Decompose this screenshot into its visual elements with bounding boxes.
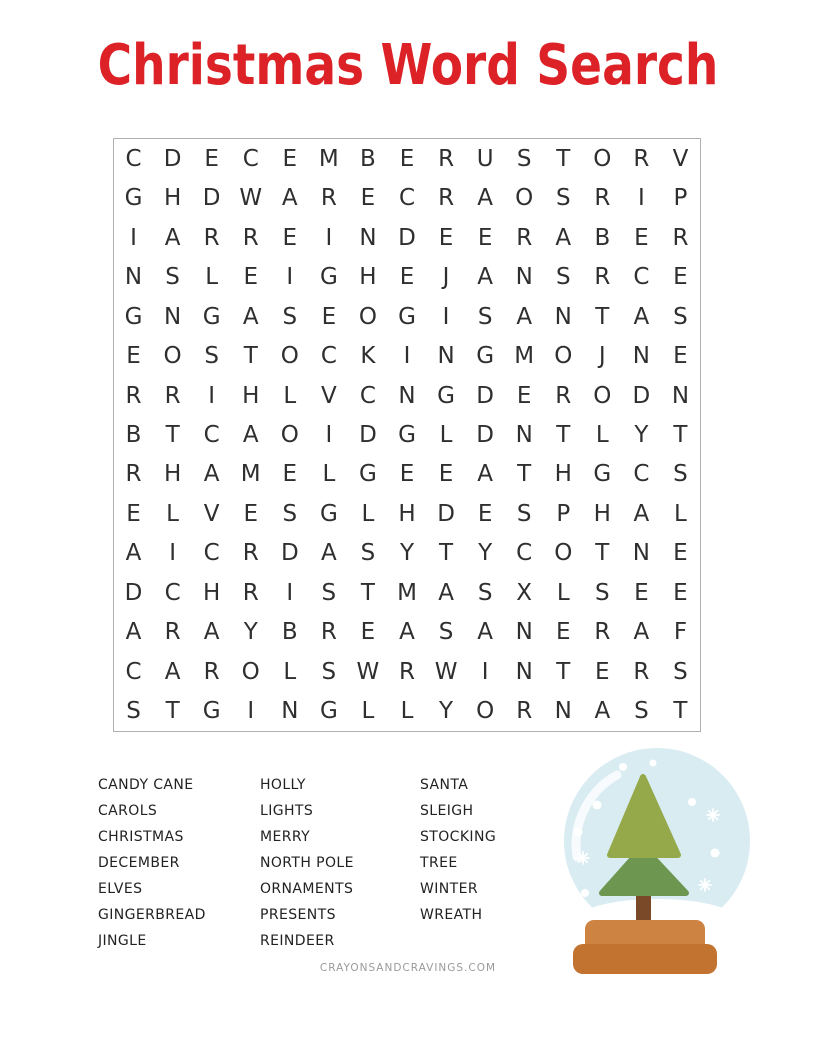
grid-letter: A (164, 224, 181, 251)
grid-letter: A (477, 461, 493, 488)
grid-letter: T (673, 421, 688, 448)
grid-letter: B (125, 421, 142, 448)
grid-letter: L (361, 500, 375, 527)
grid-letter: S (673, 658, 688, 685)
grid-letter: R (672, 224, 689, 251)
word-item: REINDEER (260, 933, 335, 949)
grid-letter: E (360, 619, 376, 646)
grid-letter: A (594, 698, 611, 725)
word-item: WREATH (420, 907, 483, 923)
grid-letter: E (477, 500, 493, 527)
grid-letter: E (360, 185, 376, 212)
grid-letter: L (400, 698, 414, 725)
grid-letter: C (516, 540, 533, 567)
grid-letter: D (163, 145, 182, 172)
grid-letter: R (516, 698, 533, 725)
grid-letter: R (320, 619, 337, 646)
word-item: HOLLY (260, 777, 306, 793)
grid-letter: H (203, 579, 221, 606)
grid-letter: A (555, 224, 572, 251)
grid-letter: T (165, 421, 180, 448)
grid-letter: S (516, 500, 532, 527)
grid-letter: Y (634, 421, 649, 448)
word-list-column (98, 772, 206, 954)
grid-letter: A (516, 303, 533, 330)
grid-letter: W (356, 658, 380, 685)
grid-letter: E (477, 224, 493, 251)
word-item: TREE (420, 855, 458, 871)
grid-letter: A (203, 619, 220, 646)
word-item: WINTER (420, 881, 478, 897)
grid-letter: A (320, 540, 337, 567)
grid-letter: S (516, 145, 532, 172)
grid-letter: A (125, 619, 142, 646)
grid-letter: O (593, 382, 612, 409)
grid-letter: N (163, 303, 182, 330)
grid-letter: S (555, 185, 571, 212)
grid-letter: A (633, 500, 650, 527)
grid-letter: X (516, 579, 533, 606)
grid-letter: E (204, 145, 219, 172)
grid-letter: R (633, 145, 650, 172)
grid-letter: O (358, 303, 377, 330)
grid-letter: S (673, 303, 688, 330)
grid-letter: G (202, 698, 221, 725)
grid-letter: O (241, 658, 260, 685)
grid-letter: E (673, 343, 688, 370)
grid-letter: V (203, 500, 220, 527)
grid-letter: E (399, 461, 415, 488)
grid-letter: L (283, 658, 297, 685)
grid-letter: L (283, 382, 297, 409)
grid-letter: P (673, 185, 688, 212)
grid-letter: I (286, 264, 294, 291)
word-item: LIGHTS (260, 803, 314, 819)
grid-letter: J (598, 343, 606, 370)
grid-letter: Y (478, 540, 493, 567)
grid-letter: I (637, 185, 645, 212)
grid-letter: T (517, 461, 532, 488)
grid-letter: I (286, 579, 294, 606)
word-item: GINGERBREAD (98, 907, 206, 923)
page-title: Christmas Word Search (97, 33, 719, 98)
grid-letter: N (554, 303, 572, 330)
grid-letter: S (360, 540, 376, 567)
grid-letter: E (126, 500, 141, 527)
grid-letter: A (477, 619, 493, 646)
grid-letter: R (633, 658, 650, 685)
grid-letter: S (555, 264, 571, 291)
grid-letter: N (281, 698, 299, 725)
grid-letter: C (125, 145, 142, 172)
grid-letter: L (439, 421, 453, 448)
grid-letter: E (321, 303, 337, 330)
grid-letter: D (359, 421, 377, 448)
footer-credit: CRAYONSANDCRAVINGS.COM (319, 962, 497, 974)
word-item: SLEIGH (420, 803, 474, 819)
grid-letter: G (124, 185, 143, 212)
grid-letter: G (202, 303, 221, 330)
grid-letter: G (398, 303, 416, 330)
grid-letter: R (242, 224, 259, 251)
grid-letter: N (671, 382, 690, 409)
grid-letter: V (320, 382, 337, 409)
grid-letter: Y (439, 698, 454, 725)
grid-letter: R (438, 185, 455, 212)
grid-letter: D (476, 382, 494, 409)
grid-letter: D (124, 579, 143, 606)
grid-letter: D (398, 224, 416, 251)
grid-letter: W (434, 658, 458, 685)
grid-letter: T (165, 698, 180, 725)
grid-letter: D (437, 500, 455, 527)
grid-letter: E (399, 264, 415, 291)
word-item: CHRISTMAS (98, 829, 184, 845)
grid-letter: I (442, 303, 450, 330)
grid-letter: A (242, 303, 259, 330)
grid-letter: E (399, 145, 415, 172)
grid-letter: E (673, 579, 688, 606)
grid-letter: G (124, 303, 143, 330)
grid-letter: C (398, 185, 416, 212)
grid-letter: N (554, 698, 572, 725)
grid-letter: R (594, 185, 611, 212)
word-list-column (260, 772, 354, 954)
grid-letter: G (398, 421, 416, 448)
grid-letter: G (593, 461, 612, 488)
grid-letter: R (242, 540, 259, 567)
grid-letter: S (634, 698, 649, 725)
grid-letter: S (673, 461, 688, 488)
grid-letter: S (321, 658, 337, 685)
grid-letter: A (281, 185, 298, 212)
grid-letter: C (164, 579, 181, 606)
grid-letter: A (125, 540, 142, 567)
word-item: ORNAMENTS (260, 881, 354, 897)
word-item: CANDY CANE (98, 777, 194, 793)
word-item: SANTA (420, 777, 469, 793)
grid-letter: S (204, 343, 219, 370)
grid-letter: R (164, 382, 181, 409)
grid-letter: H (359, 264, 377, 291)
grid-letter: G (476, 343, 495, 370)
grid-letter: R (320, 185, 337, 212)
grid-letter: E (634, 224, 649, 251)
grid-letter: A (164, 658, 181, 685)
grid-letter: P (556, 500, 571, 527)
grid-letter: T (595, 303, 610, 330)
grid-letter: N (437, 343, 455, 370)
grid-letter: C (320, 343, 337, 370)
grid-letter: K (360, 343, 376, 370)
grid-letter: D (280, 540, 299, 567)
word-list-column (420, 772, 496, 928)
grid-letter: A (203, 461, 220, 488)
word-item: PRESENTS (260, 907, 336, 923)
grid-letter: O (280, 343, 299, 370)
grid-letter: E (673, 540, 688, 567)
grid-letter: R (125, 382, 142, 409)
grid-letter: T (595, 540, 610, 567)
word-item: JINGLE (98, 933, 147, 949)
grid-letter: T (556, 145, 571, 172)
grid-letter: Y (399, 540, 415, 567)
grid-letter: C (359, 382, 376, 409)
word-item: NORTH POLE (260, 855, 354, 871)
grid-letter: R (594, 619, 611, 646)
grid-letter: E (673, 264, 688, 291)
grid-letter: W (239, 185, 263, 212)
grid-letter: E (555, 619, 571, 646)
grid-letter: I (481, 658, 489, 685)
grid-letter: O (554, 343, 573, 370)
word-search-grid (113, 138, 701, 732)
grid-letter: N (359, 224, 377, 251)
grid-letter: F (673, 619, 688, 646)
grid-letter: E (282, 224, 298, 251)
grid-letter: V (672, 145, 689, 172)
grid-letter: A (242, 421, 259, 448)
grid-letter: H (163, 185, 182, 212)
grid-letter: I (325, 421, 333, 448)
grid-letter: R (203, 658, 220, 685)
grid-letter: H (398, 500, 416, 527)
grid-letter: L (674, 500, 687, 527)
grid-letter: S (477, 303, 493, 330)
grid-letter: R (164, 619, 181, 646)
grid-letter: N (515, 619, 533, 646)
grid-letter: O (280, 421, 299, 448)
word-item: MERRY (260, 829, 311, 845)
grid-letter: B (281, 619, 298, 646)
grid-letter: T (673, 698, 688, 725)
grid-letter: D (202, 185, 221, 212)
grid-letter: H (554, 461, 572, 488)
grid-letter: O (163, 343, 182, 370)
grid-letter: M (397, 579, 417, 606)
grid-letter: O (593, 145, 612, 172)
grid-letter: L (322, 461, 336, 488)
grid-letter: S (126, 698, 141, 725)
grid-letter: R (516, 224, 533, 251)
grid-letter: L (205, 264, 219, 291)
grid-letter: S (282, 303, 298, 330)
grid-letter: H (163, 461, 182, 488)
grid-letter: H (242, 382, 260, 409)
grid-letter: R (594, 264, 611, 291)
grid-letter: I (169, 540, 176, 567)
grid-letter: S (321, 579, 337, 606)
word-item: STOCKING (420, 829, 497, 845)
grid-letter: R (242, 579, 259, 606)
grid-letter: A (633, 303, 650, 330)
grid-letter: C (125, 658, 142, 685)
grid-letter: N (632, 540, 650, 567)
grid-letter: M (318, 145, 339, 172)
grid-letter: C (242, 145, 259, 172)
word-item: ELVES (98, 881, 143, 897)
grid-letter: G (359, 461, 377, 488)
grid-letter: E (243, 264, 258, 291)
grid-letter: B (594, 224, 611, 251)
grid-letter: S (477, 579, 493, 606)
grid-letter: M (240, 461, 261, 488)
grid-letter: O (515, 185, 534, 212)
grid-letter: T (556, 658, 571, 685)
grid-letter: U (476, 145, 494, 172)
grid-letter: N (515, 421, 533, 448)
grid-letter: I (325, 224, 333, 251)
grid-letter: E (516, 382, 532, 409)
grid-letter: C (203, 540, 220, 567)
grid-letter: G (319, 500, 338, 527)
grid-letter: E (595, 658, 610, 685)
grid-letter: I (130, 224, 137, 251)
grid-letter: L (166, 500, 179, 527)
grid-letter: T (360, 579, 375, 606)
grid-letter: M (514, 343, 535, 370)
grid-letter: S (595, 579, 610, 606)
grid-letter: T (439, 540, 454, 567)
grid-letter: Y (243, 619, 258, 646)
grid-letter: H (593, 500, 611, 527)
grid-letter: L (595, 421, 609, 448)
grid-letter: G (319, 264, 338, 291)
grid-letter: N (124, 264, 143, 291)
word-item: CAROLS (98, 803, 158, 819)
grid-letter: O (554, 540, 573, 567)
grid-letter: I (403, 343, 411, 370)
grid-letter: G (319, 698, 338, 725)
grid-letter: S (165, 264, 180, 291)
grid-letter: T (556, 421, 571, 448)
grid-letter: S (438, 619, 454, 646)
grid-letter: N (515, 264, 533, 291)
grid-letter: R (399, 658, 415, 685)
snow-globe-illustration (545, 745, 775, 985)
grid-letter: R (203, 224, 220, 251)
grid-letter: I (208, 382, 216, 409)
grid-letter: C (633, 264, 650, 291)
grid-letter: E (282, 461, 298, 488)
grid-letter: R (125, 461, 142, 488)
grid-letter: I (247, 698, 255, 725)
grid-letter: A (477, 264, 493, 291)
grid-letter: A (633, 619, 650, 646)
grid-letter: L (556, 579, 570, 606)
grid-letter: C (203, 421, 220, 448)
grid-letter: E (282, 145, 298, 172)
grid-letter: A (438, 579, 454, 606)
grid-letter: N (515, 658, 533, 685)
grid-letter: L (361, 698, 375, 725)
grid-letter: T (243, 343, 258, 370)
grid-letter: O (476, 698, 495, 725)
grid-letter: N (398, 382, 416, 409)
grid-letter: E (438, 224, 454, 251)
grid-letter: D (476, 421, 494, 448)
grid-letter: S (282, 500, 298, 527)
grid-letter: C (633, 461, 650, 488)
grid-letter: A (477, 185, 493, 212)
grid-letter: J (442, 264, 450, 291)
grid-letter: A (399, 619, 415, 646)
grid-letter: R (555, 382, 572, 409)
grid-letter: N (632, 343, 650, 370)
word-item: DECEMBER (98, 855, 180, 871)
grid-letter: E (243, 500, 258, 527)
grid-letter: B (360, 145, 376, 172)
grid-letter: G (437, 382, 455, 409)
grid-letter: D (632, 382, 651, 409)
grid-letter: E (634, 579, 649, 606)
grid-letter: E (438, 461, 454, 488)
grid-letter: E (126, 343, 141, 370)
grid-letter: R (438, 145, 455, 172)
